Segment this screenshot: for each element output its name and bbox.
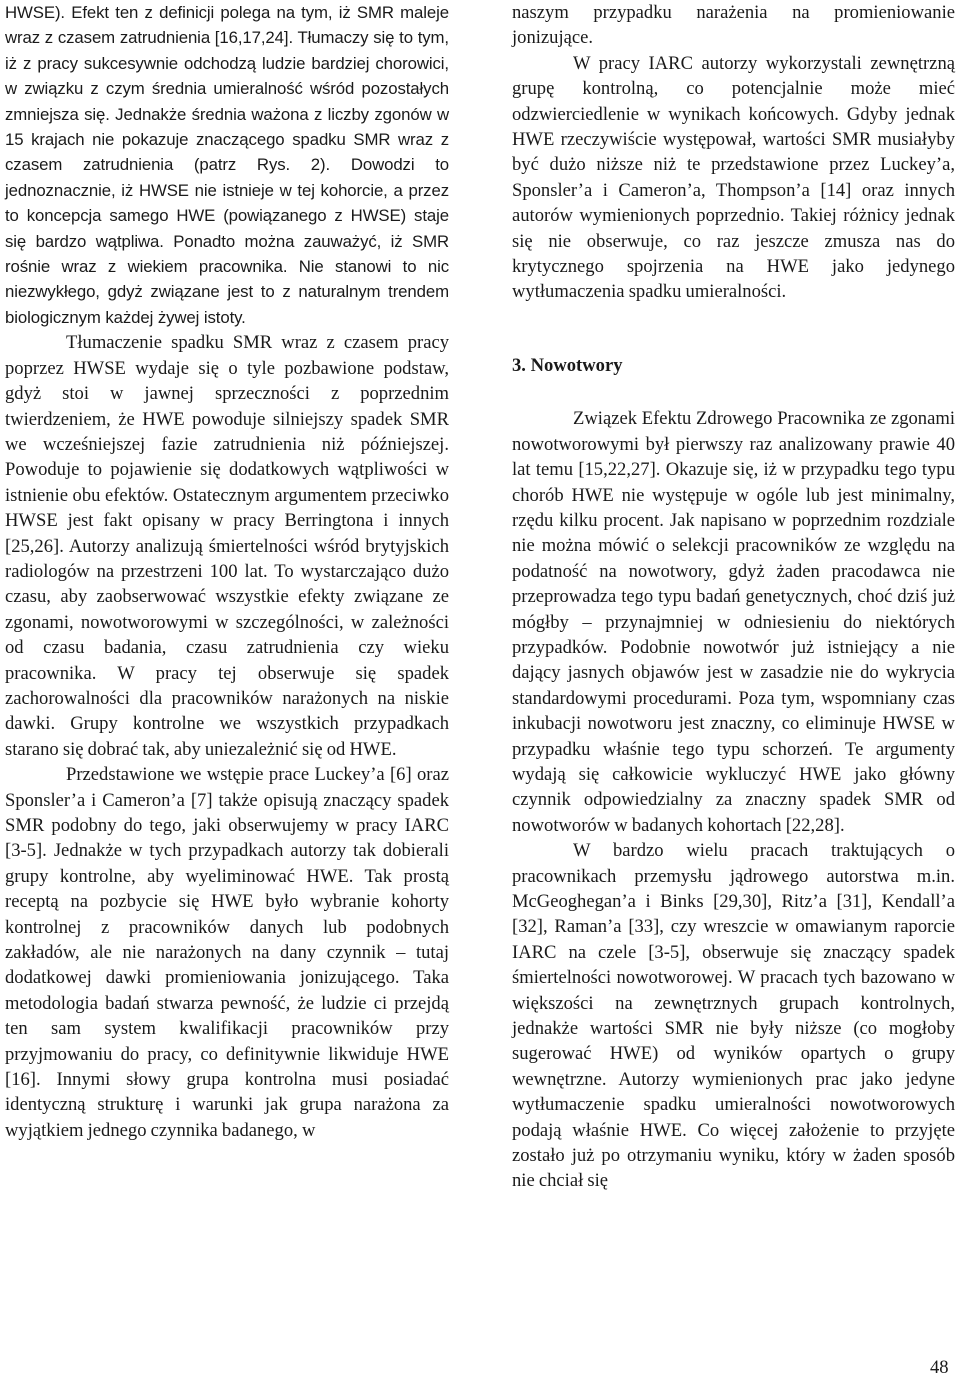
page-number: 48: [930, 1357, 949, 1378]
paragraph-left-3: Przedstawione we wstępie prace Luckey’a [6] oraz Sponsler’a i Cameron’a [7] także opisują znaczący spadek SMR podobny do tego, jaki obserwujemy w pracy IARC [3-5]. Jednakże w tych przypadkach autorzy tak dobierali grupy kontrolne, aby wyeliminować HWE. Tak prostą receptą na pozbycie się HWE było wybranie kohorty kontrolnej z pracowników danych lub podobnych zakładów, ale nie narażonych na dany czynnik – tutaj dodatkowej dawki promieniowania jonizującego. Taka metodologia badań stwarza pewność, że ludzie ci przejdą ten sam system kwalifikacji pracowników przy przyjmowaniu do pracy, co definitywnie likwiduje HWE [16]. Innymi słowy grupa kontrolna musi posiadać identyczną strukturę i warunki jak grupa narażona za wyjątkiem jednego czynnika badanego, w: [5, 764, 449, 1141]
paragraph-right-3: Związek Efektu Zdrowego Pracownika ze zgonami nowotworowymi był pierwszy raz analizowany prawie 40 lat temu [15,22,27]. Okazuje się, iż w przypadku tego typu chorób HWE nie występuje w ogóle lub jest minimalny, rzędu kilku procent. Jak napisano w poprzednim rozdziale nie można mówić o selekcji pracowników ze względu na podatność na nowotwory, gdyż żaden pracodawca nie przeprowadza tego typu badań genetycznych, choć dziś już mógłby – przynajmniej w odniesieniu do niektórych przypadków. Podobnie nowotwór już istniejący a nie dający jasnych objawów jest w zasadzie nie do wykrycia standardowymi procedurami. Poza tym, wspomniany czas inkubacji nowotworu jest znaczny, co eliminuje HWSE w przypadku właśnie tego typu schorzeń. Te argumenty wydają się całkowicie wykluczyć HWE jako główny czynnik odpowiedzialny za znaczny spadek SMR od nowotworów w badanych kohortach [22,28].: [512, 408, 955, 836]
paragraph-right-1: naszym przypadku narażenia na promieniowanie jonizujące.: [512, 2, 955, 49]
section-heading: 3. Nowotwory: [512, 354, 623, 376]
paragraph-right-4: W bardzo wielu pracach traktujących o pracownikach przemysłu jądrowego autorstwa m.in. McGeoghegan’a i Binks [29,30], Ritz’a [31], Kendall’a [32], Raman’a [33], czy wreszcie w omawianym raporcie IARC na czele [3-5], obserwuje się znaczący spadek śmiertelności nowotworowej. W pracach tych bazowano w większości na zewnętrznych grupach kontrolnych, jednakże wartości SMR nie były niższe (co mogłoby sugerować HWE) od wyników opartych o grupy wewnętrzne. Autorzy wymienionych prac jako jedyne wytłumaczenie spadku umieralności nowotworowych podają właśnie HWE. Co więcej założenie to przyjęte zostało już po otrzymaniu wyniku, który w żaden sposób nie chciał się: [512, 840, 955, 1192]
paragraph-right-2: W pracy IARC autorzy wykorzystali zewnętrzną grupę kontrolną, co potencjalnie może mieć odzwierciedlenie w wynikach końcowych. Gdyby jednak HWE rzeczywiście występował, wartości SMR musiałyby być dużo niższe niż te przedstawione przez Luckey’a, Sponsler’a i Cameron’a, Thompson’a [14] oraz innych autorów wymienionych poprzednio. Takiej różnicy jednak się nie obserwuje, co raz jeszcze zmusza nas do krytycznego spojrzenia na HWE jako jedynego wytłumaczenia spadku umieralności.: [512, 52, 955, 303]
right-column: [512, 0, 955, 1194]
paragraph-left-1: HWSE). Efekt ten z definicji polega na tym, iż SMR maleje wraz z czasem zatrudnienia [16,17,24]. Tłumaczy się to tym, iż z pracy sukcesywnie odchodzą ludzie bardziej chorowici, w związku z czym średnia umieralność wśród pozostałych zmniejsza się. Jednakże średnia ważona z liczby zgonów w 15 krajach nie pokazuje znaczącego spadku SMR wraz z czasem zatrudnienia (patrz Rys. 2). Dowodzi to jednoznacznie, iż HWSE nie istnieje w tej kohorcie, a przez to koncepcja samego HWE (powiązanego z HWSE) staje się bardzo wątpliwa. Ponadto można zauważyć, iż SMR rośnie wraz z wiekiem pracownika. Nie stanowi to nic niezwykłego, gdyż związane jest to z naturalnym trendem biologicznym każdej żywej istoty.: [5, 3, 449, 327]
left-column: [5, 0, 449, 1143]
paragraph-left-2: Tłumaczenie spadku SMR wraz z czasem pracy poprzez HWSE wydaje się o tyle pozbawione podstaw, gdyż stoi w jawnej sprzeczności z poprzednim twierdzeniem, że HWE powoduje silniejszy spadek SMR we wcześniejszej fazie zatrudnienia niż późniejszej. Powoduje to pojawienie się dodatkowych wątpliwości w istnienie obu efektów. Ostatecznym argumentem przeciwko HWSE jest fakt opisany w pracy Berringtona i innych [25,26]. Autorzy analizują śmiertelności wśród brytyjskich radiologów na przestrzeni 100 lat. To wystarczająco dużo czasu, aby zaobserwować wszystkie efekty związane ze zgonami, nowotworowymi w szczególności, w zależności od czasu badania, czasu zatrudnienia czy wieku pracownika. W pracy tej obserwuje się spadek zachorowalności dla pracowników narażonych na niskie dawki. Grupy kontrolne we wszystkich przypadkach starano się dobrać tak, aby uniezależnić się od HWE.: [5, 332, 449, 760]
